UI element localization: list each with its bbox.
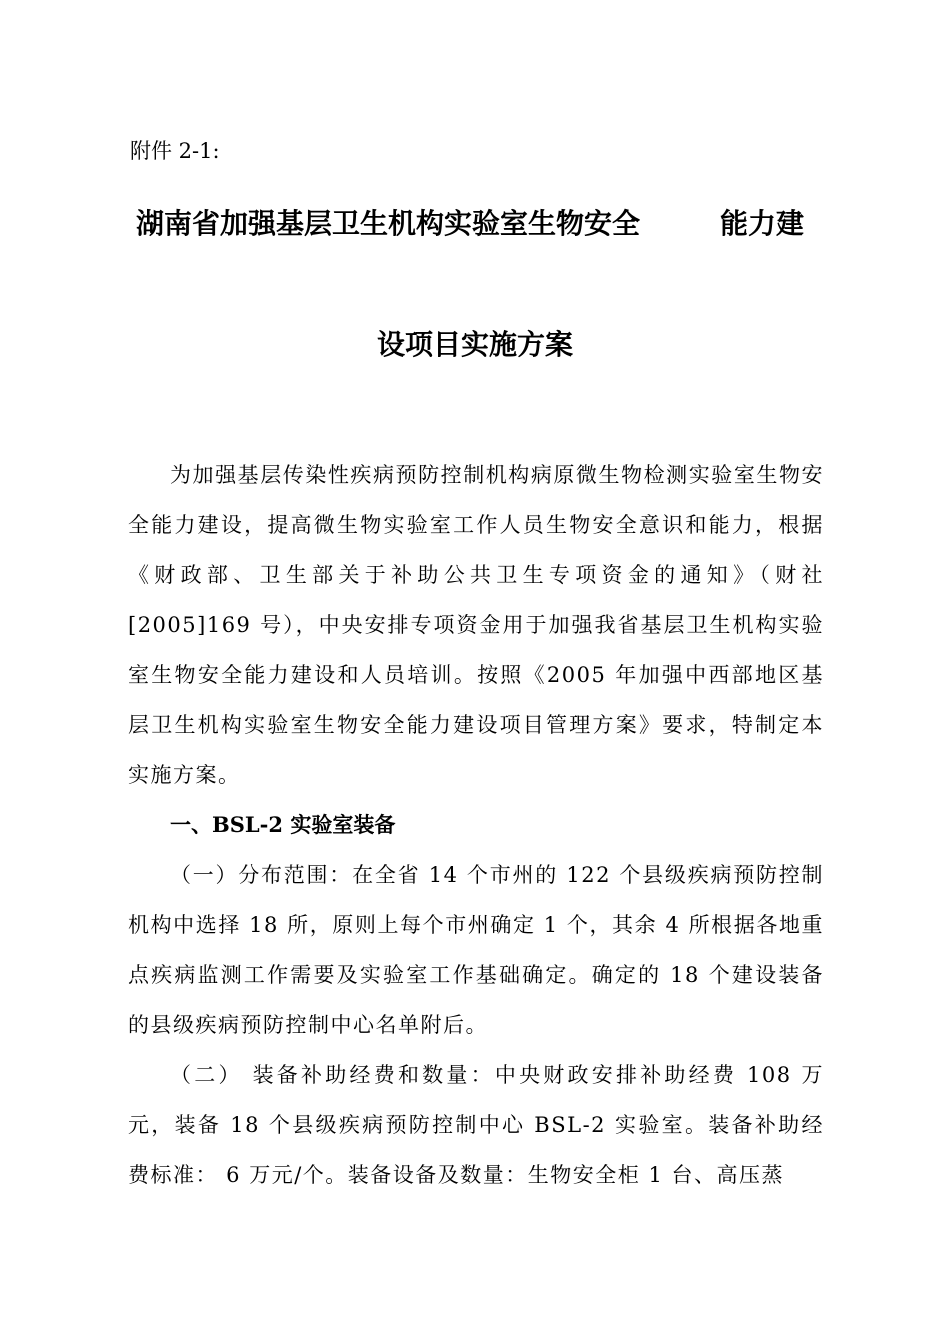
title-part-a: 湖南省加强基层卫生机构实验室生物安全 xyxy=(136,207,641,240)
attachment-label: 附件 2-1: xyxy=(130,139,220,163)
document-title-line1 xyxy=(136,204,826,244)
title-part-b: 能力建 xyxy=(720,207,805,240)
document-body xyxy=(128,450,824,1200)
section-heading: 一、BSL-2 实验室装备 xyxy=(170,812,396,837)
document-title-line2: 设项目实施方案 xyxy=(376,328,573,361)
intro-paragraph: 为加强基层传染性疾病预防控制机构病原微生物检测实验室生物安全能力建设，提高微生物实验室工作人员生物安全意识和能力，根据《财政部、卫生部关于补助公共卫生专项资金的通知》（财社[2005]169 号），中央安排专项资金用于加强我省基层卫生机构实验室生物安全能力建设和人员培训。按照《2005 年加强中西部地区基层卫生机构实验室生物安全能力建设项目管理方案》要求，特制定本实施方案。 xyxy=(128,463,824,787)
distribution-paragraph: （一）分布范围：在全省 14 个市州的 122 个县级疾病预防控制机构中选择 18 所，原则上每个市州确定 1 个，其余 4 所根据各地重点疾病监测工作需要及实验室工作基础确定。确定的 18 个建设装备的县级疾病预防控制中心名单附后。 xyxy=(128,863,824,1037)
funding-paragraph: （二） 装备补助经费和数量：中央财政安排补助经费 108 万元，装备 18 个县级疾病预防控制中心 BSL-2 实验室。装备补助经费标准： 6 万元/个。装备设备及数量：生物安全柜 1 台、高压蒸 xyxy=(128,1063,824,1187)
